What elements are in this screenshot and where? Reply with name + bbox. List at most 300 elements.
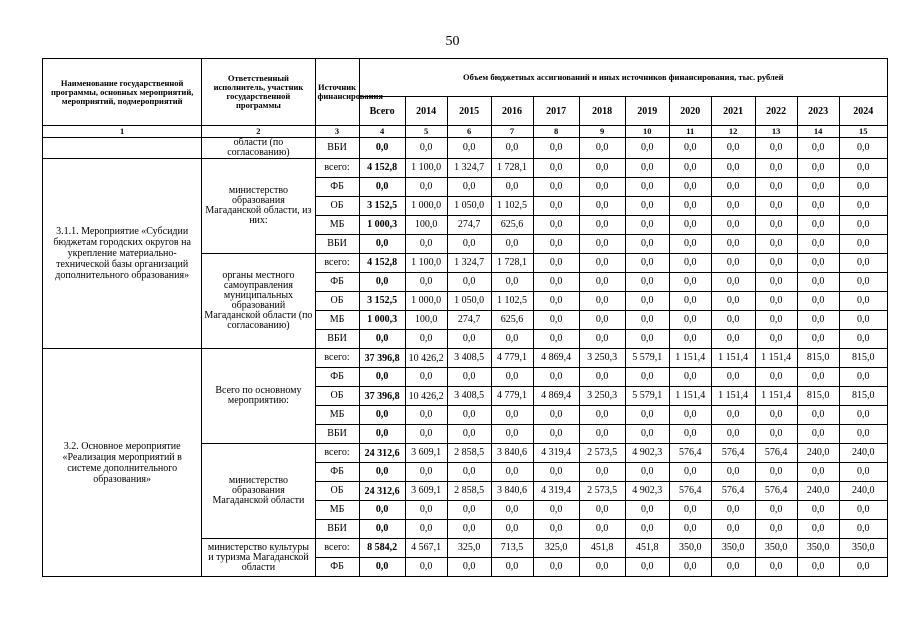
year-value: 0,0 (491, 520, 533, 539)
total-value: 0,0 (359, 273, 405, 292)
year-value: 451,8 (625, 539, 669, 558)
year-value: 0,0 (839, 273, 887, 292)
year-value: 0,0 (755, 501, 797, 520)
year-value: 0,0 (405, 368, 447, 387)
year-value: 0,0 (625, 501, 669, 520)
column-index: 9 (579, 126, 625, 138)
year-value: 0,0 (625, 216, 669, 235)
total-value: 8 584,2 (359, 539, 405, 558)
year-value: 0,0 (491, 178, 533, 197)
year-value: 0,0 (755, 368, 797, 387)
year-value: 1 000,0 (405, 197, 447, 216)
year-value: 0,0 (797, 159, 839, 178)
year-value: 350,0 (755, 539, 797, 558)
total-value: 0,0 (359, 463, 405, 482)
source-cell: ВБИ (315, 235, 359, 254)
year-value: 0,0 (491, 463, 533, 482)
year-value: 350,0 (839, 539, 887, 558)
year-value: 0,0 (669, 425, 711, 444)
year-value: 0,0 (625, 159, 669, 178)
year-value: 0,0 (839, 138, 887, 159)
total-value: 0,0 (359, 330, 405, 349)
year-value: 0,0 (533, 368, 579, 387)
year-value: 350,0 (669, 539, 711, 558)
year-value: 3 250,3 (579, 349, 625, 368)
year-value: 3 840,6 (491, 482, 533, 501)
year-value: 625,6 (491, 216, 533, 235)
year-value: 1 151,4 (711, 387, 755, 406)
year-value: 4 779,1 (491, 349, 533, 368)
year-value: 274,7 (447, 216, 491, 235)
year-value: 0,0 (491, 501, 533, 520)
year-value: 0,0 (405, 463, 447, 482)
year-value: 0,0 (491, 425, 533, 444)
measure-name: 3.2. Основное мероприятие «Реализация мероприятий в системе дополнительного образования» (43, 349, 202, 577)
year-value: 1 050,0 (447, 292, 491, 311)
year-value: 0,0 (579, 501, 625, 520)
year-value: 0,0 (797, 178, 839, 197)
year-value: 0,0 (533, 558, 579, 577)
budget-table (42, 58, 888, 577)
year-value: 0,0 (669, 520, 711, 539)
total-value: 24 312,6 (359, 444, 405, 463)
year-value: 0,0 (533, 520, 579, 539)
executor-cell: органы местного самоуправления муниципальных образований Магаданской области (по согласованию) (202, 254, 315, 349)
year-value: 0,0 (797, 501, 839, 520)
total-value: 4 152,8 (359, 159, 405, 178)
year-value: 0,0 (839, 463, 887, 482)
year-value: 0,0 (579, 520, 625, 539)
table-row (43, 138, 888, 159)
year-value: 240,0 (797, 482, 839, 501)
year-value: 0,0 (447, 463, 491, 482)
header-year: 2019 (625, 97, 669, 126)
year-value: 5 579,1 (625, 387, 669, 406)
year-value: 1 151,4 (755, 387, 797, 406)
year-value: 1 151,4 (711, 349, 755, 368)
year-value: 1 102,5 (491, 197, 533, 216)
year-value: 0,0 (405, 406, 447, 425)
year-value: 0,0 (711, 463, 755, 482)
year-value: 0,0 (797, 235, 839, 254)
year-value: 0,0 (405, 273, 447, 292)
year-value: 0,0 (755, 235, 797, 254)
year-value: 0,0 (579, 235, 625, 254)
year-value: 2 573,5 (579, 482, 625, 501)
total-value: 3 152,5 (359, 197, 405, 216)
year-value: 0,0 (625, 273, 669, 292)
year-value: 2 858,5 (447, 444, 491, 463)
year-value: 0,0 (579, 254, 625, 273)
year-value: 0,0 (447, 330, 491, 349)
executor-cell: министерство образования Магаданской области (202, 444, 315, 539)
year-value: 0,0 (839, 368, 887, 387)
year-value: 0,0 (491, 330, 533, 349)
column-index: 12 (711, 126, 755, 138)
year-value: 240,0 (839, 444, 887, 463)
header-year: 2016 (491, 97, 533, 126)
header-year: 2020 (669, 97, 711, 126)
year-value: 0,0 (711, 138, 755, 159)
total-value: 24 312,6 (359, 482, 405, 501)
year-value: 0,0 (797, 311, 839, 330)
year-value: 0,0 (405, 501, 447, 520)
year-value: 4 902,3 (625, 444, 669, 463)
source-cell: ВБИ (315, 330, 359, 349)
source-cell: ОБ (315, 387, 359, 406)
column-index: 6 (447, 126, 491, 138)
year-value: 576,4 (669, 444, 711, 463)
executor-cell: Всего по основному мероприятию: (202, 349, 315, 444)
total-value: 37 396,8 (359, 387, 405, 406)
year-value: 0,0 (405, 235, 447, 254)
year-value: 0,0 (491, 138, 533, 159)
year-value: 0,0 (579, 138, 625, 159)
column-index: 13 (755, 126, 797, 138)
year-value: 0,0 (579, 558, 625, 577)
year-value: 100,0 (405, 216, 447, 235)
source-cell: ФБ (315, 178, 359, 197)
year-value: 0,0 (669, 311, 711, 330)
year-value: 0,0 (625, 330, 669, 349)
year-value: 0,0 (625, 311, 669, 330)
year-value: 0,0 (711, 292, 755, 311)
year-value: 0,0 (447, 520, 491, 539)
year-value: 0,0 (839, 406, 887, 425)
source-cell: МБ (315, 406, 359, 425)
name-cell-empty (43, 138, 202, 159)
year-value: 625,6 (491, 311, 533, 330)
column-index: 10 (625, 126, 669, 138)
year-value: 4 869,4 (533, 349, 579, 368)
year-value: 0,0 (711, 406, 755, 425)
year-value: 0,0 (625, 520, 669, 539)
column-index: 8 (533, 126, 579, 138)
year-value: 0,0 (711, 558, 755, 577)
year-value: 576,4 (711, 444, 755, 463)
year-value: 0,0 (669, 159, 711, 178)
year-value: 1 728,1 (491, 254, 533, 273)
year-value: 0,0 (533, 501, 579, 520)
column-index: 14 (797, 126, 839, 138)
year-value: 0,0 (755, 406, 797, 425)
year-value: 0,0 (491, 273, 533, 292)
header-year: 2014 (405, 97, 447, 126)
year-value: 0,0 (579, 178, 625, 197)
year-value: 0,0 (625, 558, 669, 577)
total-value: 0,0 (359, 425, 405, 444)
year-value: 0,0 (755, 254, 797, 273)
year-value: 0,0 (839, 501, 887, 520)
year-value: 0,0 (625, 138, 669, 159)
year-value: 0,0 (711, 501, 755, 520)
source-cell: ВБИ (315, 138, 359, 159)
year-value: 0,0 (797, 520, 839, 539)
year-value: 576,4 (669, 482, 711, 501)
year-value: 0,0 (669, 463, 711, 482)
total-value: 0,0 (359, 235, 405, 254)
year-value: 0,0 (839, 159, 887, 178)
source-cell: ОБ (315, 197, 359, 216)
year-value: 0,0 (491, 368, 533, 387)
year-value: 0,0 (839, 178, 887, 197)
year-value: 0,0 (797, 368, 839, 387)
year-value: 0,0 (447, 425, 491, 444)
year-value: 0,0 (711, 159, 755, 178)
year-value: 0,0 (405, 178, 447, 197)
year-value: 0,0 (669, 330, 711, 349)
year-value: 0,0 (797, 197, 839, 216)
header-name: Наименование государственной программы, основных мероприятий, мероприятий, подмероприятий (43, 59, 202, 126)
column-index: 1 (43, 126, 202, 138)
header-year: 2017 (533, 97, 579, 126)
year-value: 3 609,1 (405, 444, 447, 463)
year-value: 1 050,0 (447, 197, 491, 216)
year-value: 0,0 (839, 216, 887, 235)
year-value: 0,0 (533, 178, 579, 197)
column-index: 2 (202, 126, 315, 138)
year-value: 0,0 (755, 138, 797, 159)
year-value: 0,0 (711, 311, 755, 330)
year-value: 0,0 (669, 292, 711, 311)
year-value: 0,0 (625, 197, 669, 216)
year-value: 0,0 (447, 235, 491, 254)
year-value: 1 102,5 (491, 292, 533, 311)
column-index: 5 (405, 126, 447, 138)
year-value: 576,4 (711, 482, 755, 501)
source-cell: ОБ (315, 292, 359, 311)
year-value: 325,0 (447, 539, 491, 558)
year-value: 10 426,2 (405, 387, 447, 406)
table-body (43, 138, 888, 577)
year-value: 2 858,5 (447, 482, 491, 501)
total-value: 1 000,3 (359, 216, 405, 235)
year-value: 0,0 (797, 558, 839, 577)
year-value: 0,0 (669, 235, 711, 254)
year-value: 0,0 (533, 197, 579, 216)
year-value: 815,0 (839, 387, 887, 406)
year-value: 350,0 (711, 539, 755, 558)
year-value: 0,0 (755, 159, 797, 178)
year-value: 815,0 (797, 387, 839, 406)
year-value: 0,0 (625, 292, 669, 311)
year-value: 0,0 (405, 138, 447, 159)
year-value: 576,4 (755, 444, 797, 463)
year-value: 4 319,4 (533, 444, 579, 463)
table-row (43, 159, 888, 178)
year-value: 3 609,1 (405, 482, 447, 501)
year-value: 0,0 (669, 558, 711, 577)
total-value: 0,0 (359, 368, 405, 387)
year-value: 0,0 (711, 368, 755, 387)
year-value: 0,0 (625, 254, 669, 273)
year-value: 0,0 (839, 197, 887, 216)
year-value: 0,0 (579, 216, 625, 235)
source-cell: МБ (315, 311, 359, 330)
year-value: 1 000,0 (405, 292, 447, 311)
total-value: 0,0 (359, 406, 405, 425)
executor-cell: министерство образования Магаданской области, из них: (202, 159, 315, 254)
total-value: 0,0 (359, 501, 405, 520)
header-year: 2021 (711, 97, 755, 126)
year-value: 0,0 (711, 425, 755, 444)
year-value: 0,0 (755, 520, 797, 539)
source-cell: МБ (315, 216, 359, 235)
source-cell: ФБ (315, 463, 359, 482)
year-value: 0,0 (669, 501, 711, 520)
year-value: 0,0 (625, 406, 669, 425)
year-value: 0,0 (579, 197, 625, 216)
year-value: 0,0 (839, 311, 887, 330)
year-value: 0,0 (839, 235, 887, 254)
header-year: 2023 (797, 97, 839, 126)
year-value: 0,0 (711, 178, 755, 197)
year-value: 0,0 (625, 178, 669, 197)
year-value: 1 151,4 (669, 349, 711, 368)
source-cell: всего: (315, 159, 359, 178)
year-value: 0,0 (755, 292, 797, 311)
year-value: 2 573,5 (579, 444, 625, 463)
column-index: 4 (359, 126, 405, 138)
year-value: 0,0 (797, 425, 839, 444)
year-value: 0,0 (491, 235, 533, 254)
year-value: 0,0 (405, 558, 447, 577)
source-cell: всего: (315, 254, 359, 273)
year-value: 4 567,1 (405, 539, 447, 558)
source-cell: ФБ (315, 368, 359, 387)
year-value: 0,0 (711, 273, 755, 292)
year-value: 0,0 (669, 197, 711, 216)
year-value: 3 408,5 (447, 387, 491, 406)
year-value: 0,0 (447, 558, 491, 577)
year-value: 0,0 (533, 406, 579, 425)
year-value: 0,0 (755, 273, 797, 292)
year-value: 0,0 (755, 178, 797, 197)
year-value: 0,0 (405, 425, 447, 444)
total-value: 0,0 (359, 178, 405, 197)
year-value: 0,0 (447, 138, 491, 159)
year-value: 0,0 (625, 463, 669, 482)
year-value: 713,5 (491, 539, 533, 558)
year-value: 0,0 (669, 368, 711, 387)
year-value: 0,0 (839, 292, 887, 311)
header-year: 2022 (755, 97, 797, 126)
column-index: 3 (315, 126, 359, 138)
year-value: 576,4 (755, 482, 797, 501)
year-value: 0,0 (839, 425, 887, 444)
total-value: 0,0 (359, 558, 405, 577)
year-value: 0,0 (579, 463, 625, 482)
year-value: 0,0 (447, 368, 491, 387)
year-value: 0,0 (533, 292, 579, 311)
column-index: 15 (839, 126, 887, 138)
total-value: 37 396,8 (359, 349, 405, 368)
year-value: 0,0 (669, 178, 711, 197)
year-value: 0,0 (755, 558, 797, 577)
header-executor: Ответственный исполнитель, участник государственной программы (202, 59, 315, 126)
year-value: 1 151,4 (669, 387, 711, 406)
year-value: 240,0 (797, 444, 839, 463)
year-value: 3 408,5 (447, 349, 491, 368)
year-value: 0,0 (669, 216, 711, 235)
source-cell: ФБ (315, 273, 359, 292)
year-value: 5 579,1 (625, 349, 669, 368)
year-value: 0,0 (755, 330, 797, 349)
source-cell: ФБ (315, 558, 359, 577)
column-index: 11 (669, 126, 711, 138)
column-index: 7 (491, 126, 533, 138)
year-value: 0,0 (797, 463, 839, 482)
year-value: 0,0 (579, 368, 625, 387)
year-value: 0,0 (447, 406, 491, 425)
year-value: 0,0 (839, 520, 887, 539)
year-value: 0,0 (579, 273, 625, 292)
year-value: 0,0 (533, 311, 579, 330)
year-value: 0,0 (533, 216, 579, 235)
source-cell: МБ (315, 501, 359, 520)
year-value: 0,0 (405, 330, 447, 349)
year-value: 0,0 (797, 406, 839, 425)
year-value: 0,0 (711, 235, 755, 254)
year-value: 0,0 (755, 216, 797, 235)
year-value: 0,0 (579, 159, 625, 178)
year-value: 0,0 (711, 520, 755, 539)
year-value: 451,8 (579, 539, 625, 558)
year-value: 1 100,0 (405, 254, 447, 273)
year-value: 0,0 (711, 330, 755, 349)
source-cell: ВБИ (315, 425, 359, 444)
year-value: 0,0 (533, 273, 579, 292)
total-value: 4 152,8 (359, 254, 405, 273)
year-value: 815,0 (797, 349, 839, 368)
year-value: 0,0 (669, 273, 711, 292)
year-value: 0,0 (533, 138, 579, 159)
header-year: 2024 (839, 97, 887, 126)
header-year: 2015 (447, 97, 491, 126)
year-value: 0,0 (579, 425, 625, 444)
year-value: 0,0 (447, 501, 491, 520)
year-value: 0,0 (533, 425, 579, 444)
year-value: 0,0 (491, 406, 533, 425)
year-value: 0,0 (669, 138, 711, 159)
measure-name: 3.1.1. Мероприятие «Субсидии бюджетам городских округов на укрепление материально-технической базы организаций дополнительного образования» (43, 159, 202, 349)
year-value: 325,0 (533, 539, 579, 558)
year-value: 0,0 (669, 254, 711, 273)
year-value: 1 324,7 (447, 254, 491, 273)
page-number: 50 (445, 34, 460, 49)
year-value: 100,0 (405, 311, 447, 330)
year-value: 0,0 (533, 330, 579, 349)
year-value: 4 902,3 (625, 482, 669, 501)
source-cell: ОБ (315, 482, 359, 501)
year-value: 0,0 (797, 216, 839, 235)
year-value: 0,0 (797, 330, 839, 349)
year-value: 0,0 (711, 254, 755, 273)
year-value: 0,0 (447, 178, 491, 197)
year-value: 0,0 (669, 406, 711, 425)
year-value: 0,0 (447, 273, 491, 292)
header-year: 2018 (579, 97, 625, 126)
source-cell: всего: (315, 539, 359, 558)
year-value: 0,0 (755, 311, 797, 330)
year-value: 0,0 (405, 520, 447, 539)
table-header (43, 59, 888, 138)
year-value: 0,0 (533, 463, 579, 482)
year-value: 0,0 (579, 330, 625, 349)
total-value: 0,0 (359, 138, 405, 159)
total-value: 0,0 (359, 520, 405, 539)
executor-cell: области (по согласованию) (202, 138, 315, 159)
